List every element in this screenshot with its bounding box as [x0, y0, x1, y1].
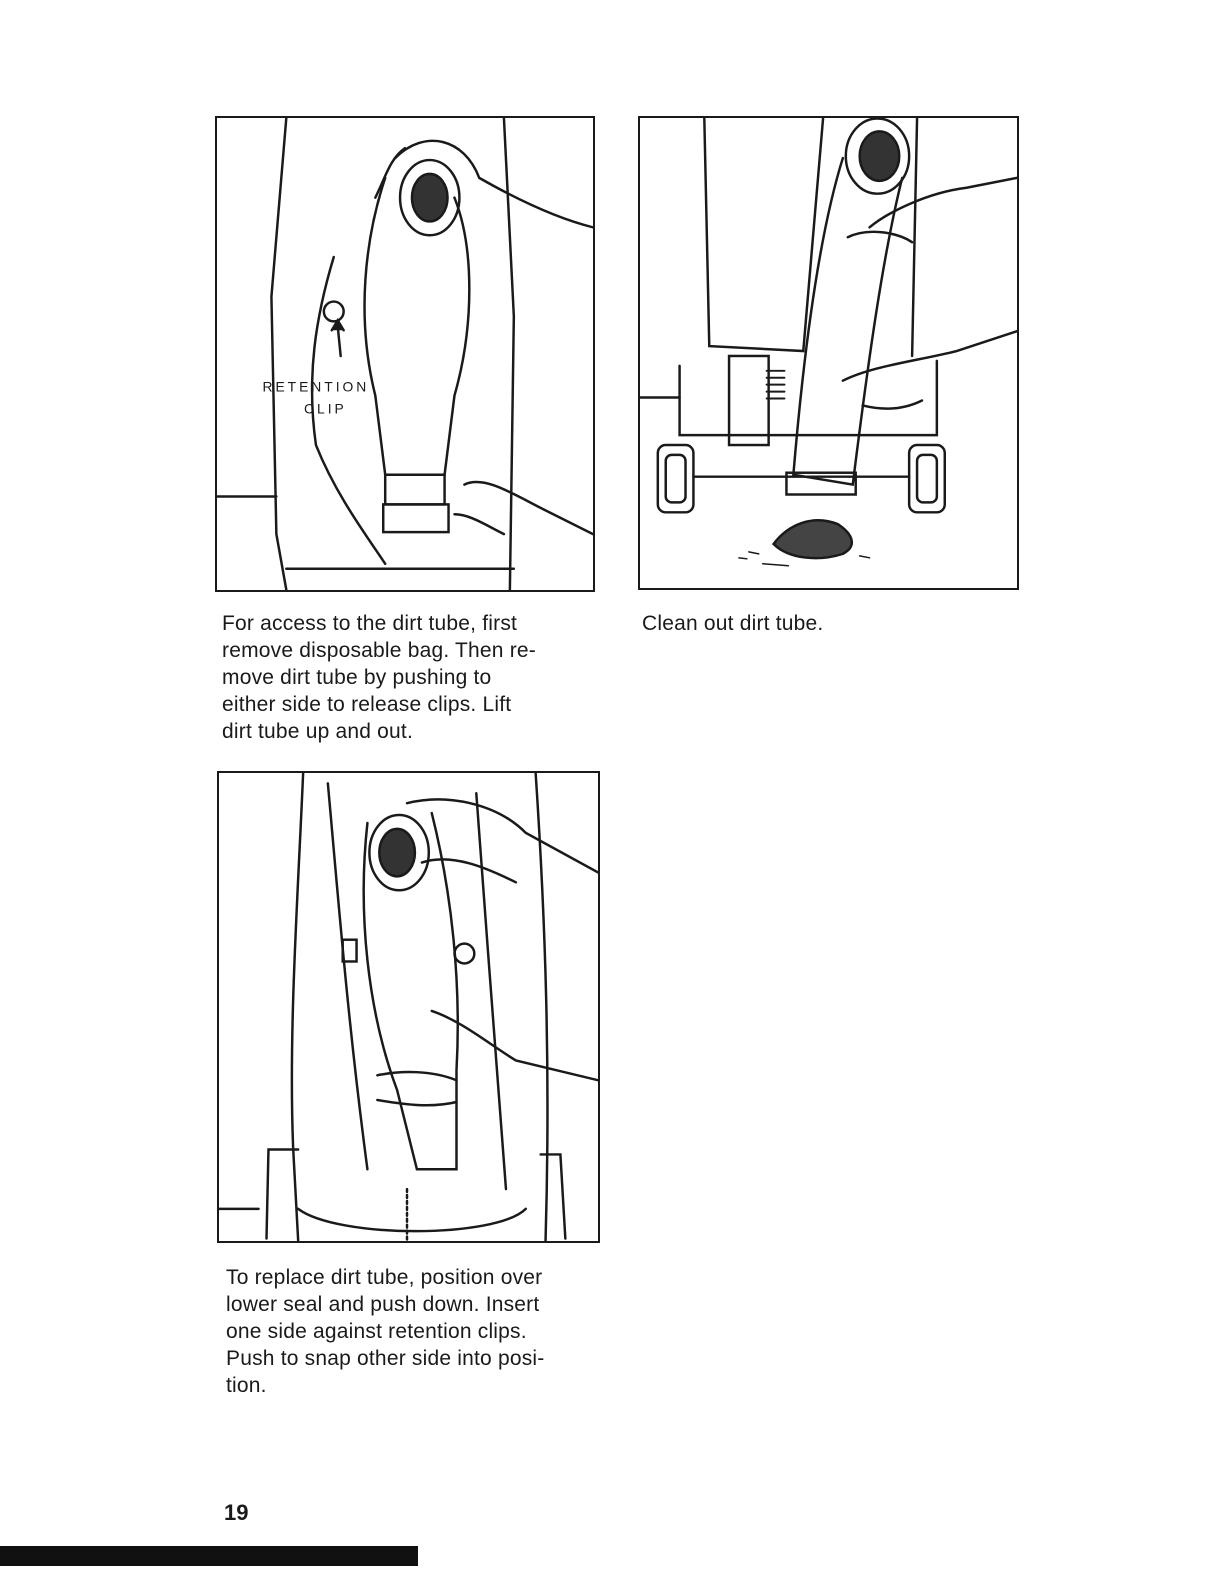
caption-replace-dirt-tube: To replace dirt tube, position over lower seal and push down. Insert one side against retention clips. Push to snap other side into posi- tion. [226, 1266, 545, 1397]
clean-dirt-tube-illustration [640, 118, 1017, 588]
figure-remove-dirt-tube [215, 116, 595, 592]
retention-clip-label: RETENTION [262, 378, 370, 395]
figure-replace-dirt-tube [217, 771, 600, 1243]
caption-clean-dirt-tube: Clean out dirt tube. [642, 612, 824, 635]
remove-dirt-tube-illustration [217, 118, 593, 590]
figure-clean-dirt-tube [638, 116, 1019, 590]
retention-clip-label-line2: CLIP [304, 400, 347, 417]
caption-remove-dirt-tube: For access to the dirt tube, first remove disposable bag. Then re- move dirt tube by pushing to either side to release clips. Lift dirt tube up and out. [222, 612, 536, 743]
replace-dirt-tube-illustration [219, 773, 598, 1241]
page-number: 19 [224, 1500, 249, 1525]
footer-bar [0, 1546, 418, 1566]
